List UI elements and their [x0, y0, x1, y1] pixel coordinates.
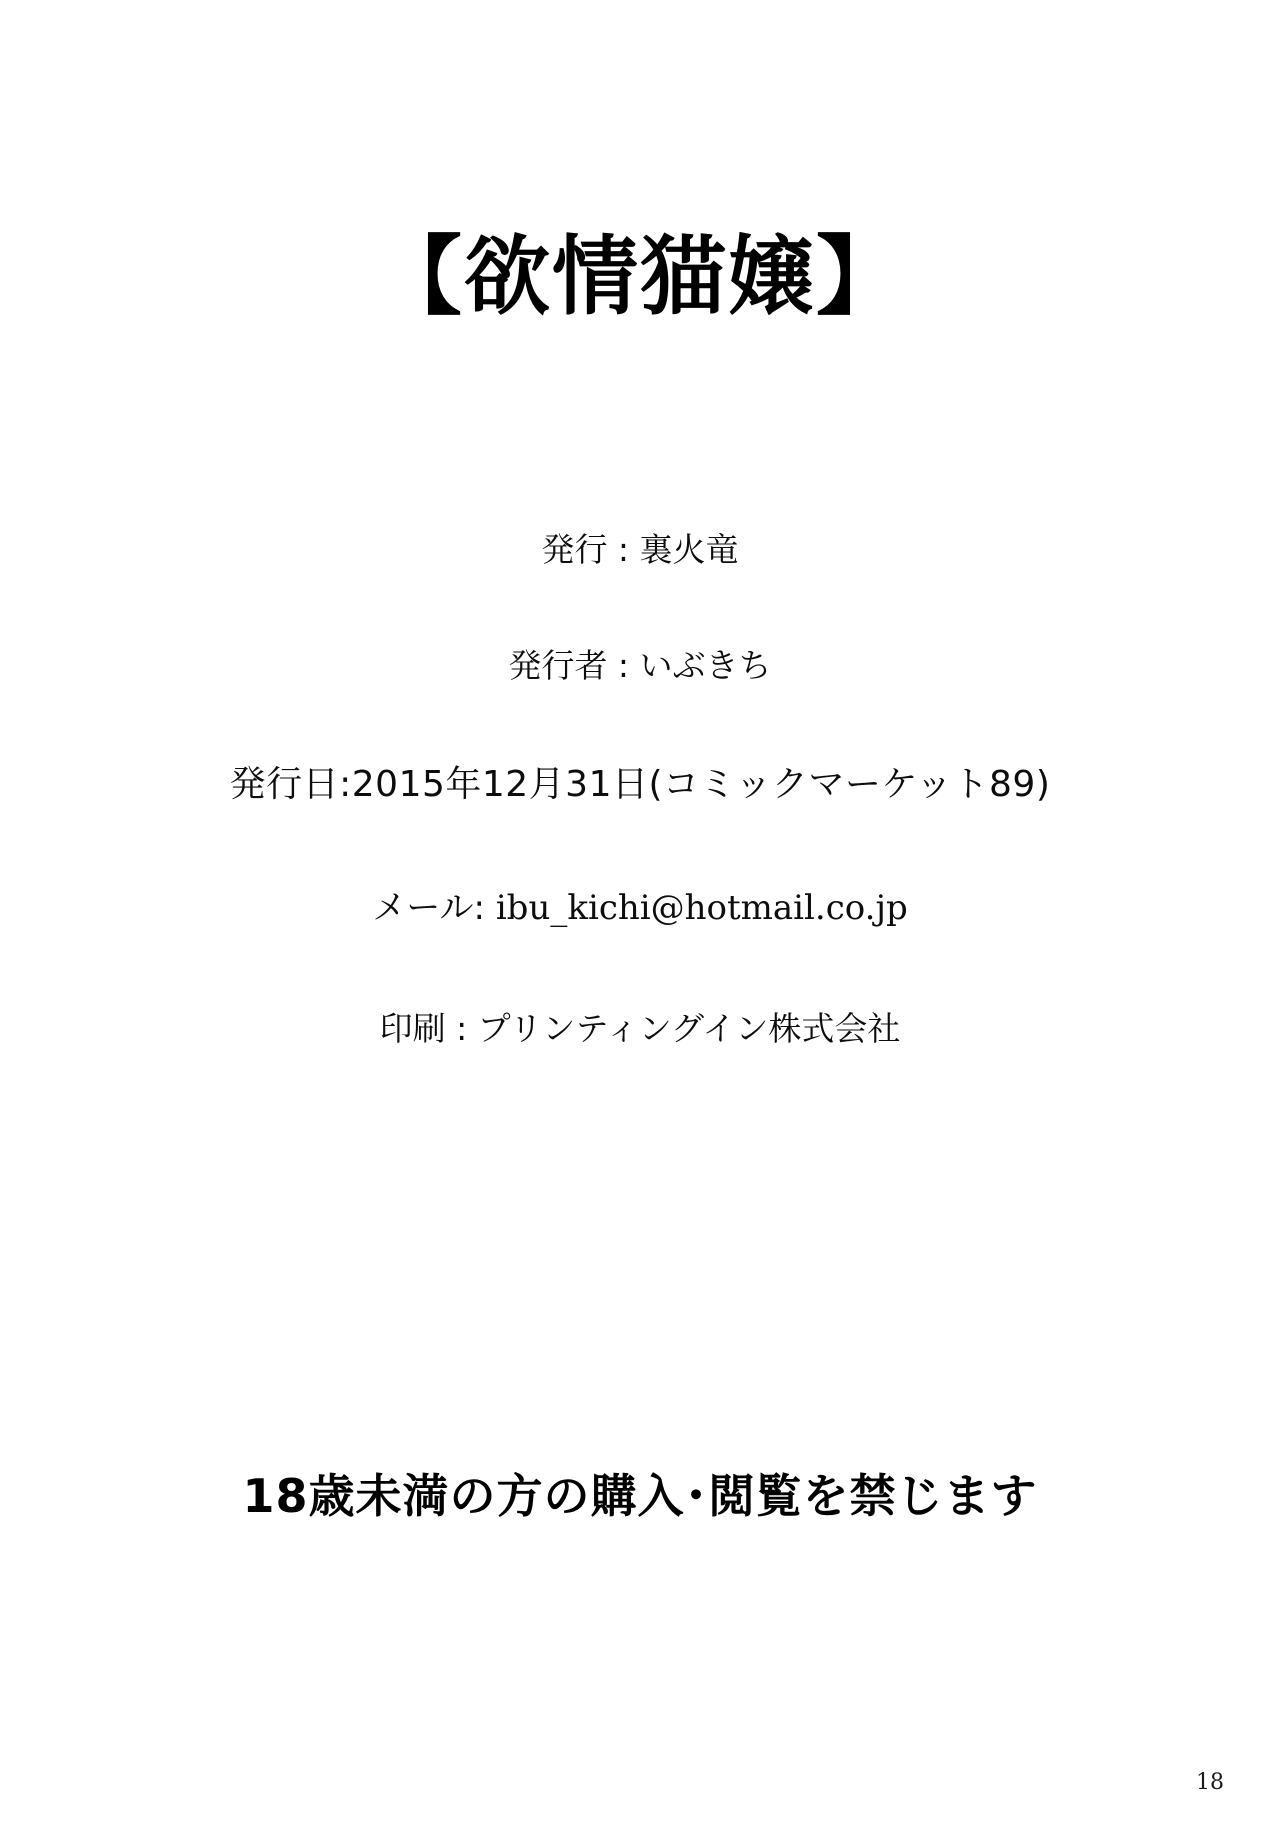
publication-date-line: 発行日:2015年12月31日(コミックマーケット89): [229, 764, 1051, 806]
author-line: 発行者 : いぶきち: [508, 645, 772, 685]
printer-line: 印刷 : プリンティングイン株式会社: [379, 1009, 901, 1049]
page-number: 18: [1196, 1770, 1224, 1795]
publisher-line: 発行 : 裏火竜: [541, 530, 739, 569]
email-label: メール:: [372, 888, 485, 929]
email-line: [0, 888, 1280, 929]
age-restriction-notice: 18歳未満の方の購入･閲覧を禁じます: [242, 1469, 1038, 1523]
colophon-credits: [0, 530, 1280, 1049]
page-title: 【欲情猫嬢】: [376, 227, 904, 327]
email-address: ibu_kichi@hotmail.co.jp: [495, 888, 908, 929]
